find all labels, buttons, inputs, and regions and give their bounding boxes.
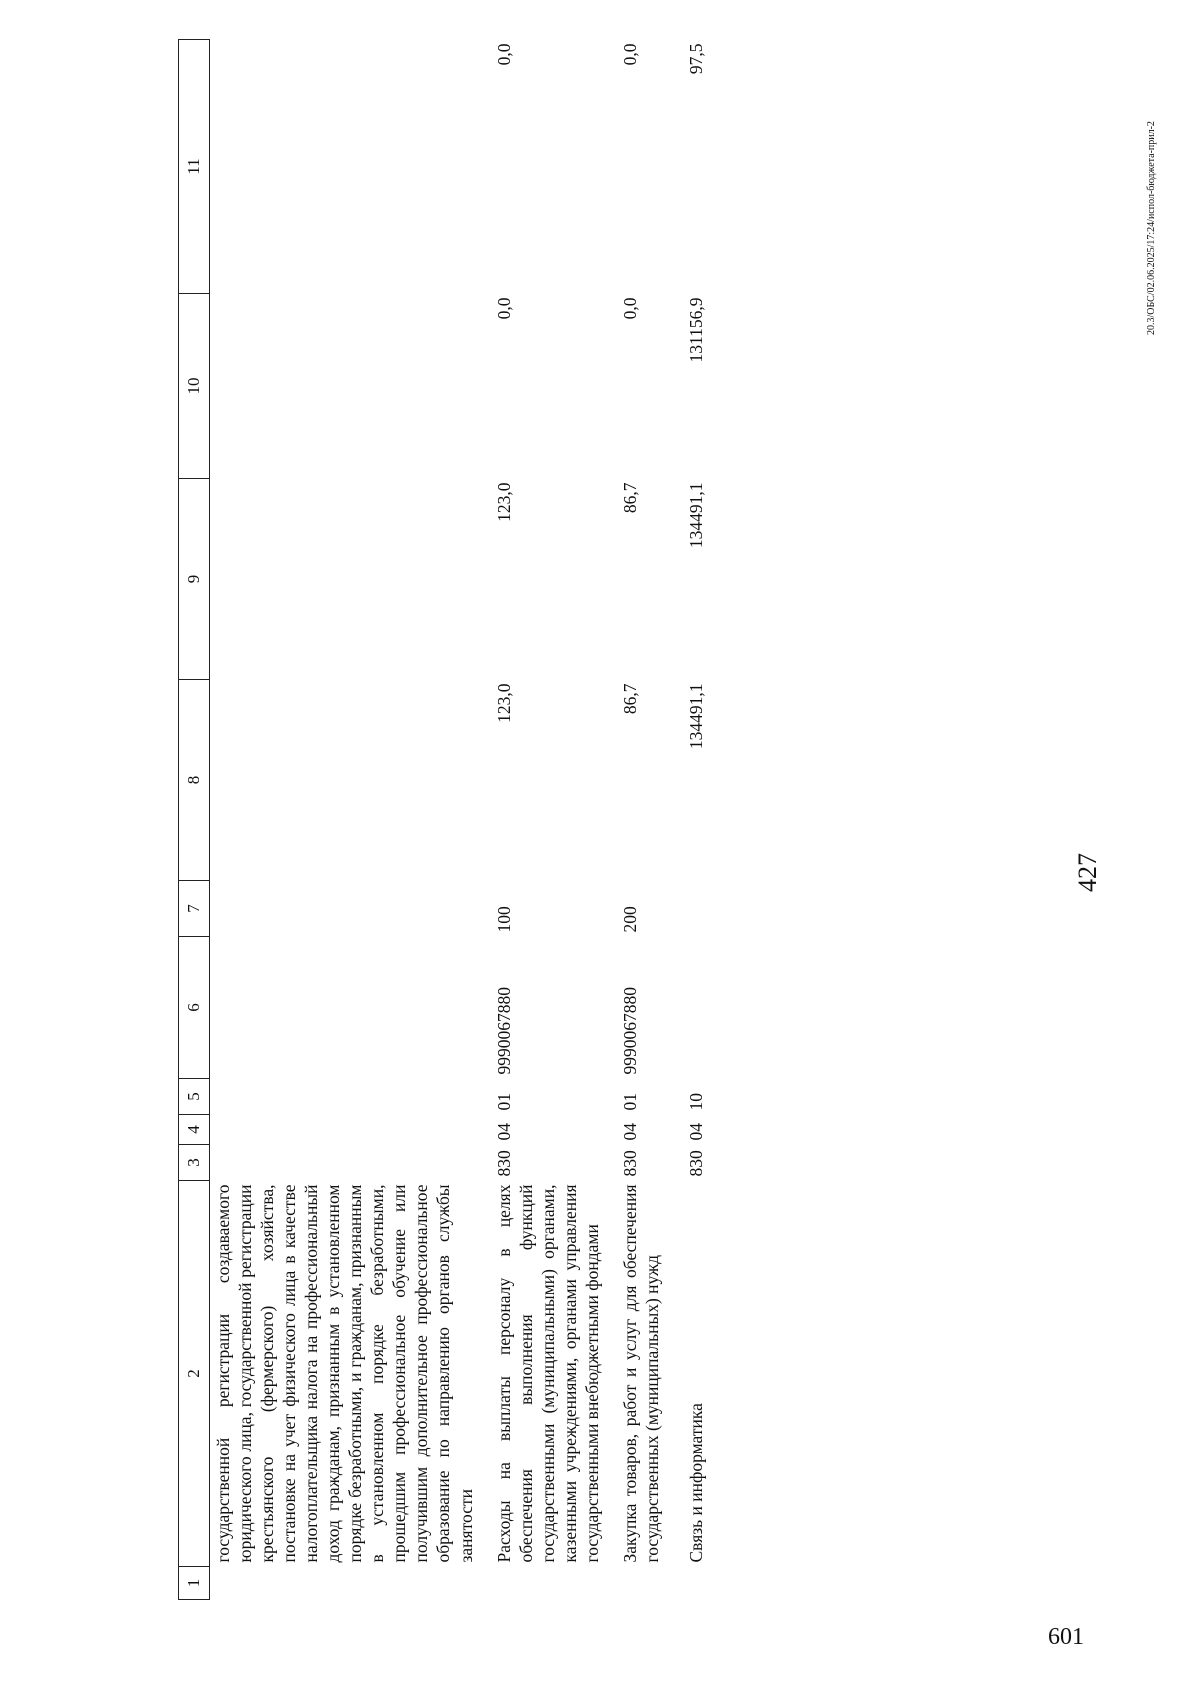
cell-col10: 0,0	[619, 297, 640, 320]
cell-col9: 86,7	[619, 482, 640, 514]
page-number-top: 427	[1073, 853, 1102, 892]
row-description: государственной регистрации создаваемого юридического лица, государственной регистрации крестьянского (фермерского) хозяйства, постановке на учет физического лица в качестве налогоплательщика налога на профессиональный доход гражданам, признанным в установленном порядке безработными, и гражданам, признанным в установленном порядке безработными, прошедшим профессиональное обучение или получившим дополнительное профессиональное образование по направлению органов службы занятости	[213, 1184, 476, 1563]
page-number-bottom: 601	[1048, 1624, 1084, 1650]
header-col-10: 10	[179, 294, 210, 479]
cell-col11	[210, 40, 477, 294]
cell-col11: 97,5	[685, 43, 706, 75]
cell-gr	[210, 1145, 477, 1181]
cell-col11: 0,0	[493, 43, 514, 66]
header-col-4: 4	[179, 1115, 210, 1145]
cell-vr: 100	[493, 906, 514, 933]
cell-col8: 134491,1	[685, 683, 706, 750]
table-row	[477, 40, 603, 1600]
cell-empty	[210, 1567, 477, 1600]
cell-empty	[477, 1567, 603, 1600]
header-col-6: 6	[179, 937, 210, 1079]
header-col-8: 8	[179, 680, 210, 881]
table-row	[603, 40, 663, 1600]
header-col-11: 11	[179, 40, 210, 294]
cell-csr	[210, 937, 477, 1079]
header-col-7: 7	[179, 881, 210, 937]
cell-col9: 123,0	[493, 482, 514, 522]
row-description: Расходы на выплаты персоналу в целях обеспечения выполнения функций государственными (муниципальными) органами, казенными учреждениями, органами управления государственными внебюджетными фондами	[493, 1184, 602, 1563]
cell-col10	[210, 294, 477, 479]
cell-col9: 134491,1	[685, 482, 706, 549]
row-description: Связь и информатика	[685, 1403, 706, 1563]
cell-rz	[210, 1115, 477, 1145]
table-row	[210, 40, 477, 1600]
row-description: Закупка товаров, работ и услуг для обеспечения государственных (муниципальных) нужд	[619, 1184, 662, 1563]
footer-document-code: 20.3/ОБС/02.06.2025/17:24/испол-бюджета-прил-2	[1146, 121, 1157, 335]
cell-rz: 04	[493, 1123, 514, 1141]
header-col-2: 2	[179, 1181, 210, 1567]
header-col-5: 5	[179, 1079, 210, 1115]
cell-rz: 04	[685, 1123, 706, 1141]
cell-col8: 86,7	[619, 683, 640, 715]
cell-gr: 830	[685, 1150, 706, 1177]
cell-gr: 830	[619, 1150, 640, 1177]
cell-col8: 123,0	[493, 683, 514, 723]
cell-rz: 04	[619, 1123, 640, 1141]
cell-col11: 0,0	[619, 43, 640, 66]
header-col-3: 3	[179, 1145, 210, 1181]
cell-csr: 9990067880	[493, 987, 514, 1075]
cell-pr: 10	[685, 1093, 706, 1111]
cell-csr	[663, 937, 707, 1079]
cell-col10: 0,0	[493, 297, 514, 320]
cell-csr: 9990067880	[619, 987, 640, 1075]
cell-vr	[210, 881, 477, 937]
cell-col8	[210, 680, 477, 881]
cell-pr: 01	[619, 1093, 640, 1111]
cell-empty	[603, 1567, 663, 1600]
cell-vr: 200	[619, 906, 640, 933]
cell-col10: 131156,9	[685, 297, 706, 363]
header-col-1: 1	[179, 1567, 210, 1600]
cell-empty	[663, 1567, 707, 1600]
cell-vr	[663, 881, 707, 937]
cell-gr: 830	[493, 1150, 514, 1177]
cell-pr: 01	[493, 1093, 514, 1111]
budget-table	[178, 39, 707, 1600]
header-col-9: 9	[179, 479, 210, 680]
cell-pr	[210, 1079, 477, 1115]
table-header-row	[179, 40, 210, 1600]
table-row	[663, 40, 707, 1600]
cell-col9	[210, 479, 477, 680]
